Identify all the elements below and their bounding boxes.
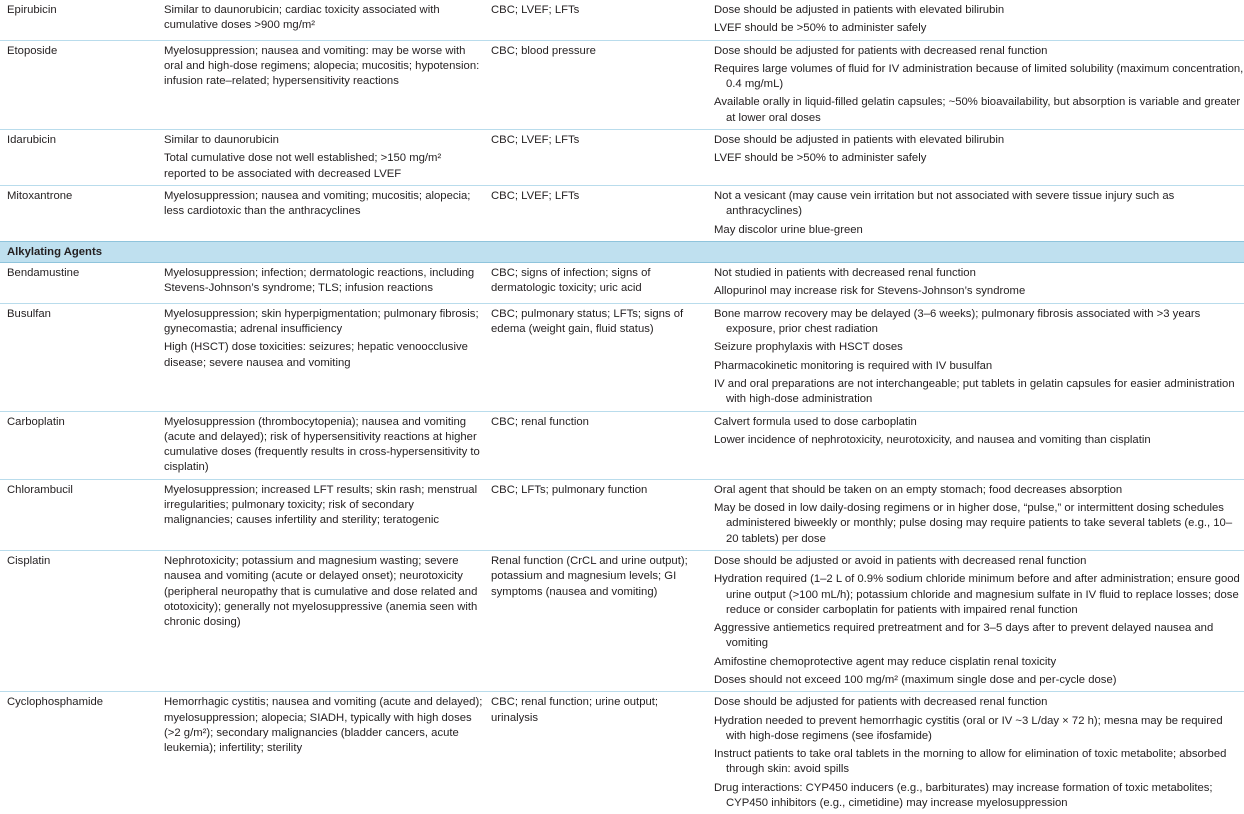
monitoring-cell: CBC; signs of infection; signs of dermatologic toxicity; uric acid xyxy=(491,267,651,295)
comments-cell xyxy=(707,40,1244,129)
comment-text: Available orally in liquid-filled gelatin capsules; ~50% bioavailability, but absorption is variable and greater at lower oral doses xyxy=(714,96,1241,124)
comments-cell xyxy=(707,550,1244,691)
comments-cell xyxy=(707,303,1244,411)
table-body-before xyxy=(0,0,1244,241)
toxicities-cell xyxy=(157,692,484,814)
monitoring-cell: CBC; LVEF; LFTs xyxy=(484,130,707,186)
comment-text: Not a vesicant (may cause vein irritation but not associated with severe tissue injury such as anthracyclines) xyxy=(714,189,1175,218)
comment-text: Oral agent that should be taken on an empty stomach; food decreases absorption xyxy=(714,483,1123,496)
monitoring-cell: CBC; renal function; urine output; urinalysis xyxy=(484,692,707,814)
section-header-row xyxy=(0,241,1244,262)
comment-text: Doses should not exceed 100 mg/m² (maximum single dose and per-cycle dose) xyxy=(714,673,1117,686)
drug-name: Bendamustine xyxy=(7,267,80,280)
comment-text: Hydration required (1–2 L of 0.9% sodium chloride minimum before and after administration; ensure good urine output (>100 mL/h); potassium chloride and magnesium sulfate in IV fluid to replace losses; dose reduce or consider carboplatin for patients with impaired renal function xyxy=(714,573,1240,616)
toxicity-text: Myelosuppression; infection; dermatologic reactions, including Stevens-Johnson’s syndrome; TLS; infusion reactions xyxy=(164,267,475,295)
section-title: Alkylating Agents xyxy=(0,241,1244,262)
table-row xyxy=(0,411,1244,479)
table-row xyxy=(0,303,1244,411)
comment-text: Allopurinol may increase risk for Stevens-Johnson’s syndrome xyxy=(714,285,1026,298)
table-row xyxy=(0,0,1244,40)
table-row xyxy=(0,263,1244,304)
comments-cell xyxy=(707,411,1244,479)
drug-name: Epirubicin xyxy=(7,4,57,16)
toxicity-text: Myelosuppression; skin hyperpigmentation; pulmonary fibrosis; gynecomastia; adrenal insufficiency xyxy=(164,307,479,336)
comments-cell xyxy=(707,185,1244,241)
comment-text: Drug interactions: CYP450 inducers (e.g., barbiturates) may increase formation of toxic metabolites; CYP450 inhibitors (e.g., cimetidine) may increase myelosuppression xyxy=(714,781,1213,810)
toxicities-cell xyxy=(157,263,484,304)
drug-name: Idarubicin xyxy=(0,130,157,186)
comment-text: May be dosed in low daily-dosing regimens or in higher dose, “pulse,” or intermittent dosing schedules administered biweekly or monthly; pulse dosing may require patients to take several tablets (e.g., 10–20 tablets) per dose xyxy=(714,502,1233,545)
toxicities-cell xyxy=(157,550,484,691)
toxicity-text: Myelosuppression; nausea and vomiting; mucositis; alopecia; less cardiotoxic than the anthracyclines xyxy=(164,189,471,218)
comment-text: Amifostine chemoprotective agent may reduce cisplatin renal toxicity xyxy=(714,655,1057,668)
toxicities-cell xyxy=(157,303,484,411)
drug-name: Busulfan xyxy=(0,303,157,411)
toxicity-text: Similar to daunorubicin xyxy=(164,134,279,147)
drug-name: Carboplatin xyxy=(0,411,157,479)
monitoring-cell: CBC; LVEF; LFTs xyxy=(484,185,707,241)
toxicities-cell xyxy=(157,479,484,550)
table-body-after xyxy=(0,263,1244,814)
table-row xyxy=(0,40,1244,129)
comments-cell xyxy=(707,130,1244,186)
table-row xyxy=(0,185,1244,241)
section-header-group xyxy=(0,241,1244,262)
toxicity-text: Total cumulative dose not well established; >150 mg/m² reported to be associated with decreased LVEF xyxy=(164,152,442,180)
table-row xyxy=(0,692,1244,814)
toxicities-cell xyxy=(157,0,484,40)
toxicities-cell xyxy=(157,411,484,479)
toxicities-cell xyxy=(157,130,484,186)
monitoring-cell: CBC; blood pressure xyxy=(484,40,707,129)
drug-name: Chlorambucil xyxy=(0,479,157,550)
toxicity-text: Myelosuppression (thrombocytopenia); nausea and vomiting (acute and delayed); risk of hypersensitivity reactions at higher cumulative doses (frequently results in cross-hypersensitivity to cisplatin) xyxy=(164,415,480,474)
monitoring-cell: Renal function (CrCL and urine output); potassium and magnesium levels; GI symptoms (nausea and vomiting) xyxy=(484,550,707,691)
monitoring-cell: CBC; LVEF; LFTs xyxy=(491,4,580,16)
comment-text: Pharmacokinetic monitoring is required with IV busulfan xyxy=(714,359,993,372)
comment-text: Not studied in patients with decreased renal function xyxy=(714,267,976,280)
comment-text: Dose should be adjusted in patients with elevated bilirubin xyxy=(714,4,1005,16)
comment-text: Calvert formula used to dose carboplatin xyxy=(714,415,917,428)
drug-name: Mitoxantrone xyxy=(0,185,157,241)
monitoring-cell: CBC; renal function xyxy=(484,411,707,479)
comment-text: IV and oral preparations are not interchangeable; put tablets in gelatin capsules for easier administration with high-dose administration xyxy=(714,377,1235,406)
monitoring-cell: CBC; pulmonary status; LFTs; signs of edema (weight gain, fluid status) xyxy=(484,303,707,411)
comment-text: Bone marrow recovery may be delayed (3–6 weeks); pulmonary fibrosis associated with >3 years exposure, prior chest radiation xyxy=(714,307,1201,336)
toxicities-cell xyxy=(157,40,484,129)
comment-text: Dose should be adjusted for patients with decreased renal function xyxy=(714,696,1048,709)
toxicity-text: Myelosuppression; nausea and vomiting: may be worse with oral and high-dose regimens; alopecia; mucositis; hypotension: infusion rate–related; hypersensitivity reactions xyxy=(164,44,480,88)
comment-text: LVEF should be >50% to administer safely xyxy=(714,152,927,165)
comment-text: Lower incidence of nephrotoxicity, neurotoxicity, and nausea and vomiting than cisplatin xyxy=(714,433,1151,446)
toxicities-cell xyxy=(157,185,484,241)
comments-cell xyxy=(707,263,1244,304)
comment-text: May discolor urine blue-green xyxy=(714,223,863,236)
comments-cell xyxy=(707,0,1244,40)
comment-text: Instruct patients to take oral tablets in the morning to allow for elimination of toxic metabolite; absorbed through skin: avoid spills xyxy=(714,748,1227,776)
comment-text: Hydration needed to prevent hemorrhagic cystitis (oral or IV ~3 L/day × 72 h); mesna may be required with high-dose regimens (see ifosfamide) xyxy=(714,714,1223,742)
comment-text: Requires large volumes of fluid for IV administration because of limited solubility (maximum concentration, 0.4 mg/mL) xyxy=(714,62,1244,91)
table-row xyxy=(0,479,1244,550)
comment-text: LVEF should be >50% to administer safely xyxy=(714,22,927,35)
comment-text: Dose should be adjusted in patients with elevated bilirubin xyxy=(714,134,1005,147)
comment-text: Aggressive antiemetics required pretreatment and for 3–5 days after to prevent delayed nausea and vomiting xyxy=(714,622,1214,650)
comments-cell xyxy=(707,479,1244,550)
toxicity-text: Hemorrhagic cystitis; nausea and vomiting (acute and delayed); myelosuppression; alopecia; SIADH, typically with high doses (>2 g/m²); secondary malignancies (bladder cancers, acute leukemia); infertility; sterility xyxy=(164,696,483,755)
table-row xyxy=(0,130,1244,186)
comment-text: Dose should be adjusted for patients with decreased renal function xyxy=(714,44,1048,57)
toxicity-text: Similar to daunorubicin; cardiac toxicity associated with cumulative doses >900 mg/m² xyxy=(164,4,440,32)
toxicity-text: Myelosuppression; increased LFT results; skin rash; menstrual irregularities; pulmonary toxicity; risk of secondary malignancies; causes infertility and sterility; teratogenic xyxy=(164,483,478,527)
toxicity-text: High (HSCT) dose toxicities: seizures; hepatic venoocclusive disease; severe nausea and vomiting xyxy=(164,341,468,369)
toxicity-text: Nephrotoxicity; potassium and magnesium wasting; severe nausea and vomiting (acute or delayed onset); neurotoxicity (peripheral neuropathy that is cumulative and dose related and ototoxicity); generally not myelosuppressive (anemia seen with chronic dosing) xyxy=(164,554,478,629)
drug-name: Etoposide xyxy=(0,40,157,129)
drug-name: Cyclophosphamide xyxy=(0,692,157,814)
table-row xyxy=(0,550,1244,691)
comment-text: Seizure prophylaxis with HSCT doses xyxy=(714,341,903,354)
comment-text: Dose should be adjusted or avoid in patients with decreased renal function xyxy=(714,554,1087,567)
drug-name: Cisplatin xyxy=(0,550,157,691)
monitoring-cell: CBC; LFTs; pulmonary function xyxy=(484,479,707,550)
comments-cell xyxy=(707,692,1244,814)
